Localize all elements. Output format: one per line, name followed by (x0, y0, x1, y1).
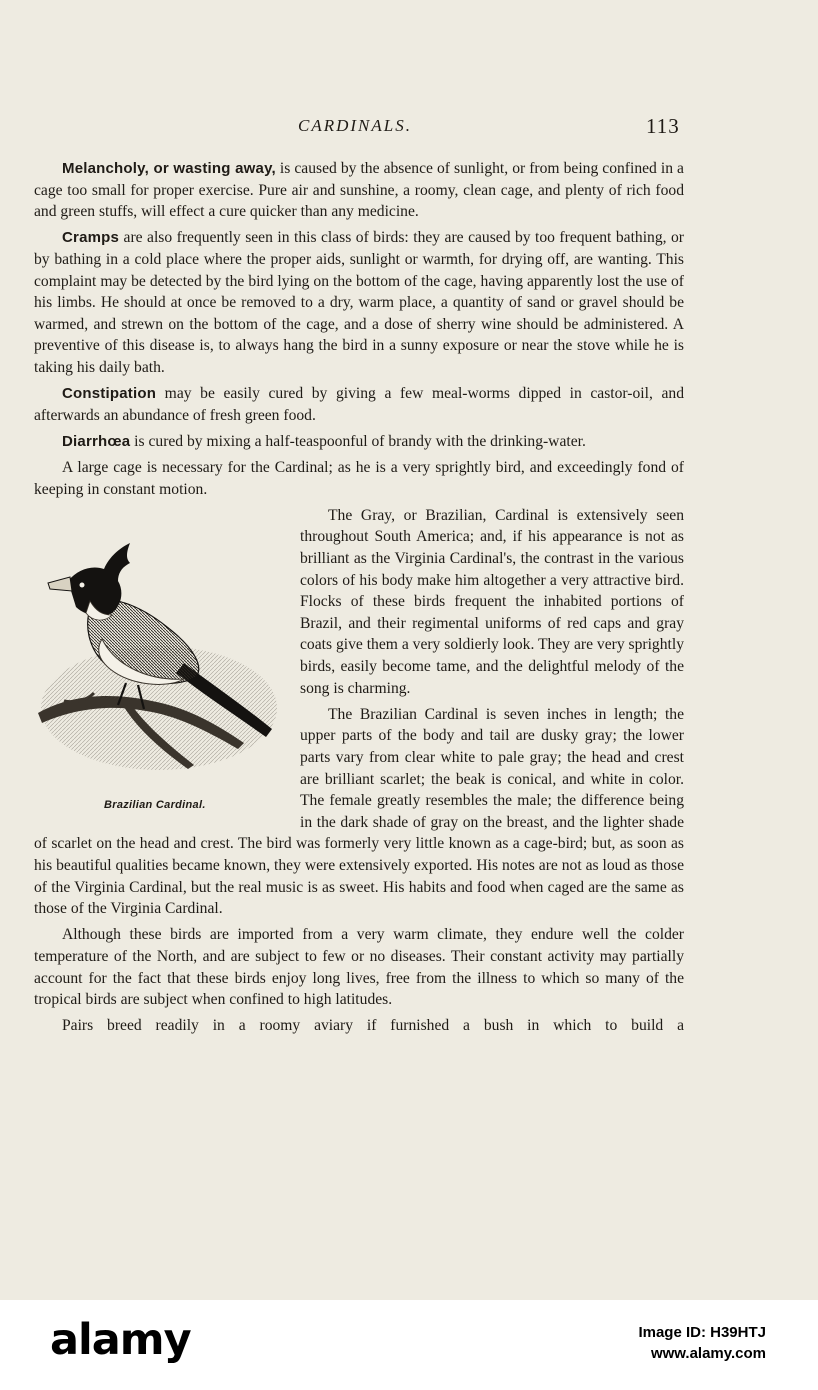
paragraph-breeding: Pairs breed readily in a roomy aviary if furnished a bush in which to build a (62, 1017, 684, 1035)
image-id: Image ID: H39HTJ (638, 1324, 766, 1341)
term-cramps: Cramps (62, 229, 120, 247)
paragraph-climate: Although these birds are imported from a very warm climate, they endure well the colder temperature of the North, and are subject to few or no diseases. Their constant activity may partially account for the fact that these birds enjoy long lives, free from the illness to which so many of the tropical birds are subject when confined to high latitudes. (34, 926, 684, 1009)
paragraph-description: The Brazilian Cardinal is seven inches in length; the upper parts of the body and tail are dusky gray; the lower parts vary from clear white to pale gray; the head and crest are brilliant scarlet; the beak is conical, and white in color. The female greatly resembles the male; the difference being in the dark shade of gray on the breast, and the lighter shade of scarlet on the head and crest. The bird was formerly very little known as a cage-bird; but, as soon as his beautiful qualities became known, they were extensively exported. His notes are not as loud as those of the Virginia Cardinal, but the real music is as sweet. His habits and food when caged are the same as those of the Virginia Cardinal. (34, 705, 684, 918)
paragraph-text: is caused by the absence of sunlight, or from being confined in a cage too small for proper exercise. Pure air and sunshine, a roomy, clean cage, and plenty of rich food and green stuffs, will effect a cure quicker than any medicine. (34, 160, 684, 221)
brazilian-cardinal-illustration (34, 543, 284, 773)
bird-figure (34, 505, 296, 833)
page-number: 113 (646, 114, 680, 138)
running-title: CARDINALS. (298, 116, 412, 135)
term-constipation: Constipation (62, 385, 157, 403)
term-melancholy: Melancholy, or wasting away, (62, 160, 276, 177)
figure-caption: Brazilian Cardinal. (104, 798, 206, 811)
paragraph-text: is cured by mixing a half-teaspoonful of brandy with the drinking-water. (130, 432, 586, 450)
alamy-logo: alamy (50, 1315, 191, 1365)
paragraph-diarrhoea (34, 431, 684, 453)
watermark-meta (638, 1322, 766, 1364)
running-header (0, 114, 818, 142)
paragraph-text: may be easily cured by giving a few meal-worms dipped in castor-oil, and afterwards an abundance of fresh green food. (34, 385, 684, 424)
paragraph-melancholy (34, 158, 684, 223)
paragraph-text: are also frequently seen in this class of birds: they are caused by too frequent bathing, or by bathing in a cold place where the proper aids, sunlight or warmth, for drying off, are wanting. This complaint may be detected by the bird lying on the bottom of the cage, having apparently lost the use of his limbs. He should at once be removed to a dry, warm place, a quantity of sand or gravel should be warmed, and strewn on the bottom of the cage, and a dose of sherry wine should be administered. A preventive of this disease is, to always hang the bird in a sunny exposure or near the stove while he is taking his daily bath. (34, 229, 684, 376)
site-url: www.alamy.com (650, 1345, 766, 1362)
paragraph-constipation (34, 383, 684, 426)
paragraph-cramps (34, 227, 684, 378)
paragraph-gray-cardinal: The Gray, or Brazilian, Cardinal is extensively seen throughout South America; and, if his appearance is not as brilliant as the Virginia Cardinal's, the contrast in the various colors of his body make him altogether a very attractive bird. Flocks of these birds frequent the inhabited portions of Brazil, and their regimental uniforms of red caps and gray coats give them a very soldierly look. They are very sprightly birds, easily become tame, and the delightful melody of the song is charming. (300, 506, 684, 697)
term-diarrhoea: Diarrhœa (62, 432, 131, 450)
body-text (34, 158, 684, 1042)
watermark-band (0, 1300, 818, 1390)
paragraph-large-cage: A large cage is necessary for the Cardinal; as he is a very sprightly bird, and exceedingly fond of keeping in constant motion. (34, 459, 684, 498)
